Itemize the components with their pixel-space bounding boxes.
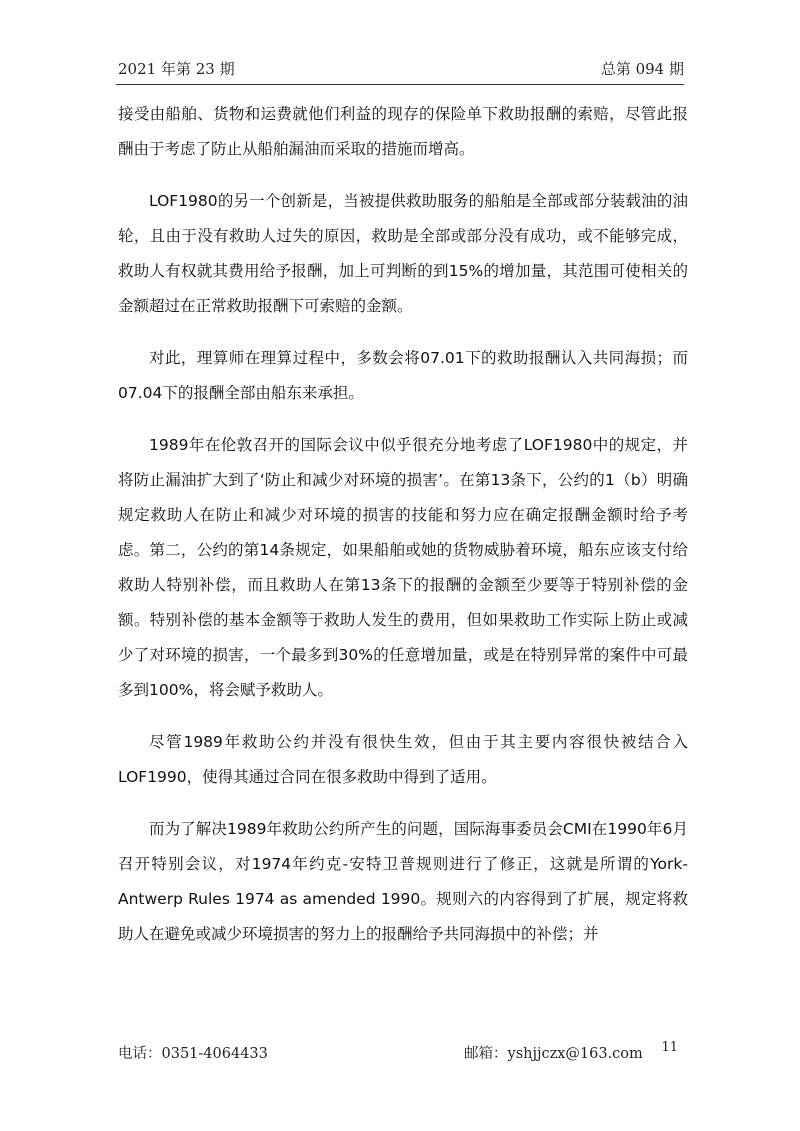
article-body: [118, 97, 688, 969]
paragraph-3: 对此，理算师在理算过程中，多数会将07.01下的救助报酬认入共同海损；而07.04下的报酬全部由船东来承担。: [118, 349, 688, 402]
issue-number-left: 2021 年第 23 期: [118, 60, 235, 78]
footer-phone: 电话：0351-4064433: [118, 1046, 268, 1062]
page-number: 11: [661, 1040, 678, 1055]
paragraph-1: 接受由船舶、货物和运费就他们利益的现存的保险单下救助报酬的索赔，尽管此报酬由于考虑了防止从船舶漏油而采取的措施而增高。: [118, 105, 688, 158]
paragraph-6: 而为了解决1989年救助公约所产生的问题，国际海事委员会CMI在1990年6月召开特别会议，对1974年约克-安特卫普规则进行了修正，这就是所谓的York-Antwerp Rules 1974 as amended 1990。规则六的内容得到了扩展，规定将救助人在避免或减少环境损害的努力上的报酬给予共同海损中的补偿；并: [118, 820, 688, 943]
paragraph-4: 1989年在伦敦召开的国际会议中似乎很充分地考虑了LOF1980中的规定，并将防止漏油扩大到了‘防止和减少对环境的损害’。在第13条下，公约的1（b）明确规定救助人在防止和减少对环境的损害的技能和努力应在确定报酬金额时给予考虑。第二，公约的第14条规定，如果船舶或她的货物威胁着环境，船东应该支付给救助人特别补偿，而且救助人在第13条下的报酬的金额至少要等于特别补偿的金额。特别补偿的基本金额等于救助人发生的费用，但如果救助工作实际上防止或减少了对环境的损害，一个最多到30%的任意增加量，或是在特别异常的案件中可最多到100%，将会赋予救助人。: [118, 436, 688, 699]
paragraph-5: 尽管1989年救助公约并没有很快生效，但由于其主要内容很快被结合入LOF1990，使得其通过合同在很多救助中得到了适用。: [118, 733, 688, 786]
paragraph-2: LOF1980的另一个创新是，当被提供救助服务的船舶是全部或部分装载油的油轮，且由于没有救助人过失的原因，救助是全部或部分没有成功，或不能够完成，救助人有权就其费用给予报酬，加上可判断的到15%的增加量，其范围可使相关的金额超过在正常救助报酬下可索赔的金额。: [118, 192, 688, 315]
issue-number-right: 总第 094 期: [600, 60, 684, 78]
page-header: [116, 58, 684, 84]
footer-email: 邮箱：yshjjczx@163.com: [464, 1046, 643, 1062]
page-footer: [118, 1040, 682, 1064]
header-divider: [116, 84, 684, 85]
